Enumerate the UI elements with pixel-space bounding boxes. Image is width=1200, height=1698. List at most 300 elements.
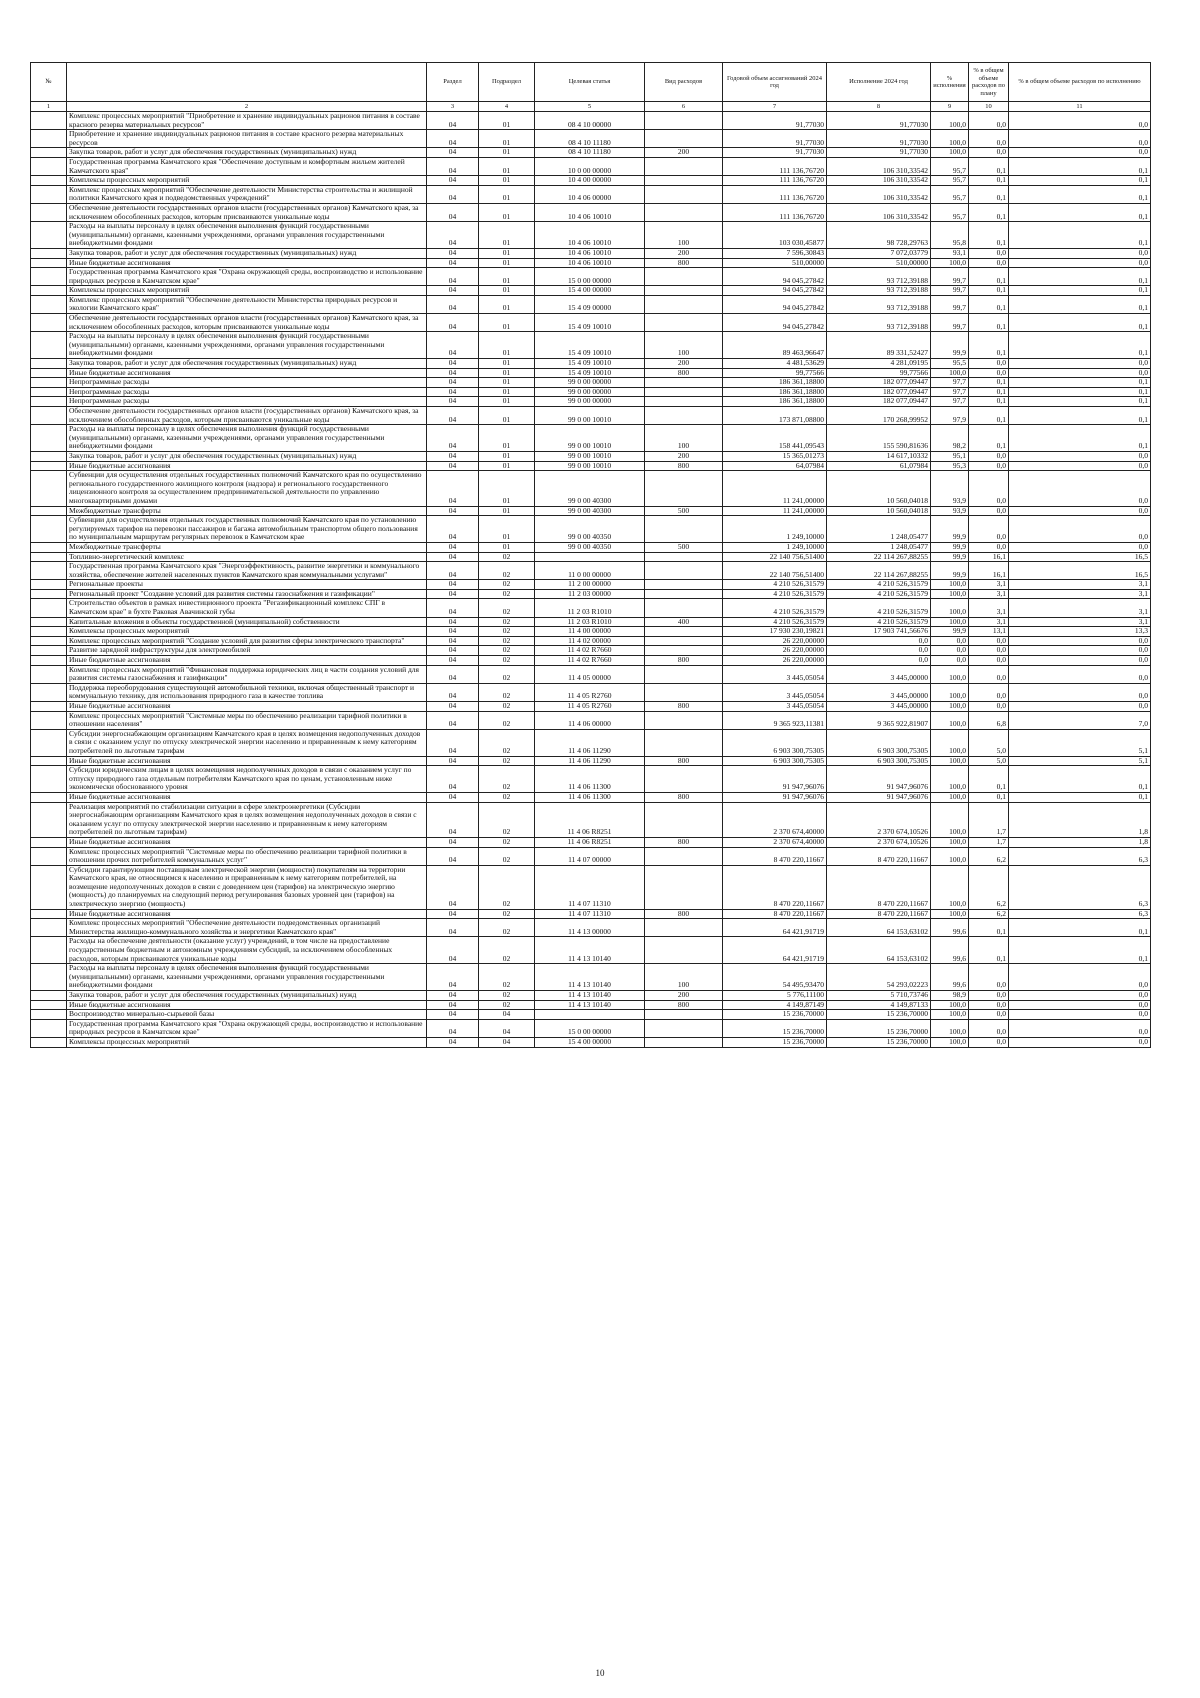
row-razdel-cell: 04 [427, 314, 479, 332]
row-plan-cell: 1 249,10000 [723, 516, 827, 543]
row-pct-plan-cell: 0,1 [969, 332, 1009, 359]
row-vid-cell [645, 665, 723, 683]
row-razdel-cell: 04 [427, 589, 479, 599]
row-num-cell [31, 580, 67, 590]
row-vid-cell [645, 711, 723, 729]
row-celevaya-cell: 15 4 09 10010 [535, 359, 645, 369]
row-razdel-cell: 04 [427, 711, 479, 729]
row-pct-exec-cell: 0,0 [1009, 683, 1151, 701]
row-celevaya-cell: 11 4 13 10140 [535, 964, 645, 991]
row-isp-cell: 14 617,10332 [827, 451, 931, 461]
row-name-cell: Развитие зарядной инфраструктуры для электромобилей [67, 646, 427, 656]
row-pct-exec-cell: 0,0 [1009, 248, 1151, 258]
row-num-cell [31, 991, 67, 1001]
row-razdel-cell: 04 [427, 702, 479, 712]
row-pct-plan-cell: 0,1 [969, 387, 1009, 397]
row-podrazdel-cell: 02 [479, 964, 535, 991]
row-pct-plan-cell: 0,1 [969, 268, 1009, 286]
row-name-cell: Региональный проект "Создание условий для развития системы газоснабжения и газификации" [67, 589, 427, 599]
row-pct-isp-cell: 95,5 [931, 359, 969, 369]
row-isp-cell: 10 560,04018 [827, 506, 931, 516]
row-name-cell: Иные бюджетные ассигнования [67, 702, 427, 712]
row-podrazdel-cell: 02 [479, 580, 535, 590]
row-razdel-cell: 04 [427, 176, 479, 186]
row-isp-cell: 4 210 526,31579 [827, 589, 931, 599]
table-row [31, 627, 1151, 637]
row-pct-isp-cell: 93,1 [931, 248, 969, 258]
row-pct-isp-cell: 95,7 [931, 157, 969, 175]
row-num-cell [31, 387, 67, 397]
row-plan-cell: 6 903 300,75305 [723, 729, 827, 756]
row-pct-plan-cell: 0,1 [969, 286, 1009, 296]
row-vid-cell [645, 562, 723, 580]
row-num-cell [31, 1010, 67, 1020]
row-name-cell: Закупка товаров, работ и услуг для обеспечения государственных (муниципальных) нужд [67, 359, 427, 369]
row-isp-cell: 8 470 220,11667 [827, 865, 931, 909]
row-pct-plan-cell: 5,0 [969, 756, 1009, 766]
row-pct-isp-cell: 100,0 [931, 792, 969, 802]
row-pct-isp-cell: 100,0 [931, 148, 969, 158]
row-num-cell [31, 516, 67, 543]
row-podrazdel-cell: 02 [479, 627, 535, 637]
row-pct-exec-cell: 0,0 [1009, 148, 1151, 158]
row-pct-exec-cell: 0,0 [1009, 665, 1151, 683]
row-podrazdel-cell: 01 [479, 258, 535, 268]
row-razdel-cell: 04 [427, 387, 479, 397]
row-plan-cell: 111 136,76720 [723, 157, 827, 175]
row-isp-cell: 91 947,96076 [827, 792, 931, 802]
row-isp-cell: 93 712,39188 [827, 295, 931, 313]
row-pct-exec-cell: 0,0 [1009, 656, 1151, 666]
row-razdel-cell: 04 [427, 425, 479, 452]
table-row [31, 286, 1151, 296]
row-pct-isp-cell: 95,7 [931, 185, 969, 203]
row-isp-cell: 15 236,70000 [827, 1010, 931, 1020]
row-num-cell [31, 909, 67, 919]
row-name-cell: Комплекс процессных мероприятий "Создание условий для развития сферы электрического транспорта" [67, 636, 427, 646]
row-num-cell [31, 461, 67, 471]
row-podrazdel-cell: 02 [479, 636, 535, 646]
row-podrazdel-cell: 02 [479, 802, 535, 837]
row-pct-plan-cell: 6,8 [969, 711, 1009, 729]
row-podrazdel-cell: 02 [479, 729, 535, 756]
row-razdel-cell: 04 [427, 636, 479, 646]
row-pct-isp-cell: 100,0 [931, 1037, 969, 1047]
colnum: 1 [31, 102, 67, 112]
row-pct-plan-cell: 3,1 [969, 580, 1009, 590]
row-celevaya-cell: 11 4 02 R7660 [535, 646, 645, 656]
row-razdel-cell: 04 [427, 506, 479, 516]
row-razdel-cell: 04 [427, 552, 479, 562]
row-plan-cell: 91 947,96076 [723, 766, 827, 793]
row-pct-exec-cell: 0,0 [1009, 130, 1151, 148]
row-pct-isp-cell: 100,0 [931, 802, 969, 837]
row-razdel-cell: 04 [427, 756, 479, 766]
row-num-cell [31, 248, 67, 258]
row-pct-isp-cell: 95,7 [931, 176, 969, 186]
row-celevaya-cell: 10 4 06 10010 [535, 248, 645, 258]
row-celevaya-cell: 11 4 00 00000 [535, 627, 645, 637]
row-name-cell: Закупка товаров, работ и услуг для обеспечения государственных (муниципальных) нужд [67, 248, 427, 258]
row-vid-cell [645, 636, 723, 646]
row-num-cell [31, 766, 67, 793]
row-plan-cell: 9 365 923,11381 [723, 711, 827, 729]
colnum: 4 [479, 102, 535, 112]
row-name-cell: Государственная программа Камчатского края "Охрана окружающей среды, воспроизводство и использование природных ресурсов в Камчатском крае" [67, 268, 427, 286]
row-isp-cell: 91,77030 [827, 130, 931, 148]
row-num-cell [31, 964, 67, 991]
row-num-cell [31, 222, 67, 249]
row-celevaya-cell: 11 4 05 00000 [535, 665, 645, 683]
row-celevaya-cell: 08 4 10 11180 [535, 130, 645, 148]
row-pct-exec-cell: 0,0 [1009, 1019, 1151, 1037]
row-celevaya-cell [535, 1010, 645, 1020]
row-pct-exec-cell: 0,0 [1009, 1037, 1151, 1047]
row-plan-cell: 11 241,00000 [723, 471, 827, 506]
row-podrazdel-cell: 01 [479, 368, 535, 378]
row-celevaya-cell: 10 4 06 10010 [535, 258, 645, 268]
row-pct-plan-cell: 0,1 [969, 378, 1009, 388]
row-razdel-cell: 04 [427, 295, 479, 313]
row-num-cell [31, 542, 67, 552]
row-vid-cell [645, 599, 723, 617]
row-pct-plan-cell: 0,0 [969, 130, 1009, 148]
budget-table-sheet [30, 62, 1150, 1048]
row-pct-plan-cell: 0,0 [969, 991, 1009, 1001]
row-plan-cell: 4 210 526,31579 [723, 589, 827, 599]
row-podrazdel-cell: 01 [479, 451, 535, 461]
row-vid-cell: 100 [645, 332, 723, 359]
row-pct-exec-cell: 0,1 [1009, 378, 1151, 388]
row-pct-plan-cell: 0,1 [969, 425, 1009, 452]
table-row [31, 580, 1151, 590]
row-vid-cell [645, 286, 723, 296]
row-isp-cell: 22 114 267,88255 [827, 552, 931, 562]
row-pct-plan-cell: 5,0 [969, 729, 1009, 756]
row-name-cell: Комплекс процессных мероприятий "Обеспечение деятельности Министерства строительства и жилищной политики Камчатского края и подведомственных учреждений" [67, 185, 427, 203]
row-num-cell [31, 112, 67, 130]
row-name-cell: Иные бюджетные ассигнования [67, 909, 427, 919]
row-pct-plan-cell: 0,1 [969, 919, 1009, 937]
row-vid-cell [645, 397, 723, 407]
row-vid-cell: 800 [645, 1000, 723, 1010]
row-vid-cell: 100 [645, 222, 723, 249]
row-pct-isp-cell: 100,0 [931, 865, 969, 909]
row-podrazdel-cell: 01 [479, 506, 535, 516]
row-plan-cell: 11 241,00000 [723, 506, 827, 516]
table-row [31, 802, 1151, 837]
row-name-cell: Приобретение и хранение индивидуальных рационов питания в составе красного резерва материальных ресурсов [67, 130, 427, 148]
row-pct-isp-cell: 100,0 [931, 909, 969, 919]
colnum: 8 [827, 102, 931, 112]
row-pct-exec-cell: 0,1 [1009, 176, 1151, 186]
row-pct-plan-cell: 0,0 [969, 112, 1009, 130]
row-isp-cell: 91,77030 [827, 112, 931, 130]
row-vid-cell [645, 802, 723, 837]
row-vid-cell: 800 [645, 368, 723, 378]
row-razdel-cell: 04 [427, 991, 479, 1001]
row-pct-plan-cell: 0,0 [969, 1019, 1009, 1037]
row-pct-isp-cell: 93,9 [931, 506, 969, 516]
row-plan-cell: 94 045,27842 [723, 268, 827, 286]
row-plan-cell: 17 930 230,19821 [723, 627, 827, 637]
row-plan-cell: 8 470 220,11667 [723, 909, 827, 919]
row-razdel-cell: 04 [427, 599, 479, 617]
row-pct-isp-cell: 99,6 [931, 937, 969, 964]
row-num-cell [31, 368, 67, 378]
table-row [31, 506, 1151, 516]
table-row [31, 909, 1151, 919]
row-podrazdel-cell: 01 [479, 176, 535, 186]
row-plan-cell: 6 903 300,75305 [723, 756, 827, 766]
row-celevaya-cell: 99 0 00 40350 [535, 516, 645, 543]
row-plan-cell: 64 421,91719 [723, 937, 827, 964]
row-pct-isp-cell: 100,0 [931, 1019, 969, 1037]
row-pct-exec-cell: 0,0 [1009, 542, 1151, 552]
row-razdel-cell: 04 [427, 729, 479, 756]
column-numbers-row [31, 102, 1151, 112]
row-plan-cell: 103 030,45877 [723, 222, 827, 249]
row-name-cell: Комплекс процессных мероприятий "Обеспечение деятельности подведомственных организаций Министерства жилищно-коммунального хозяйства и энергетики Камчатского края" [67, 919, 427, 937]
row-podrazdel-cell: 02 [479, 552, 535, 562]
row-plan-cell: 94 045,27842 [723, 295, 827, 313]
row-razdel-cell: 04 [427, 1019, 479, 1037]
row-celevaya-cell: 11 2 00 00000 [535, 580, 645, 590]
row-num-cell [31, 130, 67, 148]
row-podrazdel-cell: 02 [479, 766, 535, 793]
row-isp-cell: 15 236,70000 [827, 1019, 931, 1037]
row-celevaya-cell: 11 4 13 00000 [535, 919, 645, 937]
table-row [31, 407, 1151, 425]
row-celevaya-cell: 99 0 00 40300 [535, 506, 645, 516]
row-name-cell: Поддержка переоборудования существующей автомобильной техники, включая общественный транспорт и коммунальную технику, для использования природного газа в качестве топлива [67, 683, 427, 701]
table-row [31, 378, 1151, 388]
row-celevaya-cell: 11 2 03 R1010 [535, 599, 645, 617]
colnum: 6 [645, 102, 723, 112]
row-pct-exec-cell: 0,0 [1009, 471, 1151, 506]
row-num-cell [31, 756, 67, 766]
row-razdel-cell: 04 [427, 258, 479, 268]
row-pct-exec-cell: 3,1 [1009, 617, 1151, 627]
row-isp-cell: 170 268,99952 [827, 407, 931, 425]
row-razdel-cell: 04 [427, 792, 479, 802]
table-row [31, 1000, 1151, 1010]
row-pct-plan-cell: 0,0 [969, 636, 1009, 646]
row-razdel-cell: 04 [427, 1010, 479, 1020]
table-row [31, 562, 1151, 580]
row-num-cell [31, 683, 67, 701]
row-celevaya-cell: 99 0 00 10010 [535, 451, 645, 461]
row-pct-exec-cell: 0,1 [1009, 203, 1151, 221]
row-pct-plan-cell: 16,1 [969, 562, 1009, 580]
row-pct-isp-cell: 0,0 [931, 646, 969, 656]
row-plan-cell: 54 495,93470 [723, 964, 827, 991]
row-pct-exec-cell: 6,3 [1009, 847, 1151, 865]
row-name-cell: Обеспечение деятельности государственных органов власти (государственных органов) Камчатского края, за исключением обособленных расходов, которым присваиваются уникальные коды [67, 314, 427, 332]
row-podrazdel-cell: 01 [479, 387, 535, 397]
row-vid-cell: 500 [645, 506, 723, 516]
row-isp-cell: 93 712,39188 [827, 314, 931, 332]
row-podrazdel-cell: 02 [479, 756, 535, 766]
row-name-cell: Расходы на выплаты персоналу в целях обеспечения выполнения функций государственными (муниципальными) органами, казенными учреждениями, органами управления государственными внебюджетными фондами [67, 964, 427, 991]
row-pct-exec-cell: 0,0 [1009, 112, 1151, 130]
row-num-cell [31, 589, 67, 599]
row-pct-isp-cell: 100,0 [931, 589, 969, 599]
row-num-cell [31, 1000, 67, 1010]
row-isp-cell: 182 077,09447 [827, 387, 931, 397]
table-row [31, 711, 1151, 729]
row-pct-exec-cell: 0,0 [1009, 516, 1151, 543]
row-name-cell: Непрограммные расходы [67, 378, 427, 388]
row-vid-cell [645, 203, 723, 221]
row-vid-cell [645, 185, 723, 203]
row-razdel-cell: 04 [427, 964, 479, 991]
row-isp-cell: 99,77566 [827, 368, 931, 378]
row-name-cell: Расходы на выплаты персоналу в целях обеспечения выполнения функций государственными (муниципальными) органами, казенными учреждениями, органами управления государственными внебюджетными фондами [67, 222, 427, 249]
table-row [31, 387, 1151, 397]
table-row [31, 1010, 1151, 1020]
row-num-cell [31, 359, 67, 369]
row-name-cell: Государственная программа Камчатского края "Энергоэффективность, развитие энергетики и коммунального хозяйства, обеспечение жителей населенных пунктов Камчатского края коммунальными услугами" [67, 562, 427, 580]
row-pct-isp-cell: 99,7 [931, 295, 969, 313]
row-isp-cell: 0,0 [827, 646, 931, 656]
row-plan-cell: 8 470 220,11667 [723, 847, 827, 865]
row-celevaya-cell: 99 0 00 00000 [535, 397, 645, 407]
row-celevaya-cell: 15 4 09 10010 [535, 332, 645, 359]
row-razdel-cell: 04 [427, 461, 479, 471]
row-isp-cell: 0,0 [827, 636, 931, 646]
table-row [31, 617, 1151, 627]
row-pct-exec-cell: 1,8 [1009, 837, 1151, 847]
row-razdel-cell: 04 [427, 157, 479, 175]
row-razdel-cell: 04 [427, 937, 479, 964]
row-name-cell: Государственная программа Камчатского края "Обеспечение доступным и комфортным жильем жителей Камчатского края" [67, 157, 427, 175]
row-pct-plan-cell: 3,1 [969, 599, 1009, 617]
col-isp-header: Исполнение 2024 год [827, 63, 931, 102]
table-row [31, 203, 1151, 221]
row-isp-cell: 22 114 267,88255 [827, 562, 931, 580]
row-isp-cell: 15 236,70000 [827, 1037, 931, 1047]
row-vid-cell [645, 766, 723, 793]
row-pct-plan-cell: 0,1 [969, 176, 1009, 186]
row-plan-cell: 26 220,00000 [723, 646, 827, 656]
row-pct-exec-cell: 0,0 [1009, 451, 1151, 461]
row-vid-cell [645, 387, 723, 397]
table-row [31, 656, 1151, 666]
row-plan-cell: 4 210 526,31579 [723, 617, 827, 627]
row-pct-exec-cell: 0,1 [1009, 766, 1151, 793]
row-pct-plan-cell: 3,1 [969, 589, 1009, 599]
row-plan-cell: 22 140 756,51400 [723, 562, 827, 580]
row-num-cell [31, 506, 67, 516]
row-vid-cell [645, 1019, 723, 1037]
row-podrazdel-cell: 04 [479, 1019, 535, 1037]
row-podrazdel-cell: 01 [479, 378, 535, 388]
row-pct-plan-cell: 0,0 [969, 665, 1009, 683]
row-razdel-cell: 04 [427, 368, 479, 378]
table-row [31, 359, 1151, 369]
row-podrazdel-cell: 02 [479, 656, 535, 666]
table-row [31, 471, 1151, 506]
row-isp-cell: 3 445,00000 [827, 702, 931, 712]
row-plan-cell: 4 210 526,31579 [723, 599, 827, 617]
row-celevaya-cell: 99 0 00 00000 [535, 378, 645, 388]
row-podrazdel-cell: 01 [479, 286, 535, 296]
row-celevaya-cell: 15 4 00 00000 [535, 286, 645, 296]
row-podrazdel-cell: 01 [479, 516, 535, 543]
row-pct-isp-cell: 100,0 [931, 847, 969, 865]
table-row [31, 295, 1151, 313]
table-row [31, 461, 1151, 471]
row-razdel-cell: 04 [427, 580, 479, 590]
row-plan-cell: 94 045,27842 [723, 314, 827, 332]
row-pct-plan-cell: 0,0 [969, 471, 1009, 506]
row-name-cell: Иные бюджетные ассигнования [67, 837, 427, 847]
row-name-cell: Непрограммные расходы [67, 387, 427, 397]
table-row [31, 552, 1151, 562]
row-podrazdel-cell: 01 [479, 461, 535, 471]
row-pct-plan-cell: 3,1 [969, 617, 1009, 627]
row-plan-cell: 22 140 756,51400 [723, 552, 827, 562]
row-pct-isp-cell: 95,3 [931, 461, 969, 471]
row-pct-exec-cell: 0,0 [1009, 646, 1151, 656]
row-num-cell [31, 919, 67, 937]
row-razdel-cell: 04 [427, 222, 479, 249]
row-plan-cell: 2 370 674,40000 [723, 837, 827, 847]
row-plan-cell: 8 470 220,11667 [723, 865, 827, 909]
row-isp-cell: 3 445,00000 [827, 683, 931, 701]
row-pct-exec-cell: 0,0 [1009, 359, 1151, 369]
row-pct-isp-cell: 100,0 [931, 665, 969, 683]
row-celevaya-cell: 11 4 06 11300 [535, 766, 645, 793]
row-plan-cell: 26 220,00000 [723, 636, 827, 646]
row-razdel-cell: 04 [427, 802, 479, 837]
row-pct-isp-cell: 95,8 [931, 222, 969, 249]
row-vid-cell [645, 378, 723, 388]
row-plan-cell: 3 445,05054 [723, 683, 827, 701]
row-pct-isp-cell: 100,0 [931, 766, 969, 793]
row-name-cell: Обеспечение деятельности государственных органов власти (государственных органов) Камчатского края, за исключением обособленных расходов, которым присваиваются уникальные коды [67, 407, 427, 425]
row-isp-cell: 1 248,05477 [827, 516, 931, 543]
row-celevaya-cell: 11 2 03 R1010 [535, 617, 645, 627]
row-pct-exec-cell: 0,1 [1009, 268, 1151, 286]
row-pct-plan-cell: 0,0 [969, 248, 1009, 258]
row-pct-plan-cell: 13,1 [969, 627, 1009, 637]
row-podrazdel-cell: 02 [479, 599, 535, 617]
row-pct-plan-cell: 0,0 [969, 359, 1009, 369]
table-row [31, 397, 1151, 407]
row-name-cell: Комплекс процессных мероприятий "Приобретение и хранение индивидуальных рационов питания в составе красного резерва материальных ресурсов" [67, 112, 427, 130]
row-isp-cell: 61,07984 [827, 461, 931, 471]
row-vid-cell: 800 [645, 792, 723, 802]
row-pct-plan-cell: 0,0 [969, 1000, 1009, 1010]
row-num-cell [31, 295, 67, 313]
row-razdel-cell: 04 [427, 397, 479, 407]
row-plan-cell: 15 236,70000 [723, 1010, 827, 1020]
row-isp-cell: 64 153,63102 [827, 919, 931, 937]
row-razdel-cell: 04 [427, 332, 479, 359]
row-pct-plan-cell: 0,0 [969, 702, 1009, 712]
row-razdel-cell: 04 [427, 766, 479, 793]
row-vid-cell: 500 [645, 542, 723, 552]
table-row [31, 937, 1151, 964]
row-razdel-cell: 04 [427, 1000, 479, 1010]
colnum: 7 [723, 102, 827, 112]
row-podrazdel-cell: 01 [479, 268, 535, 286]
row-pct-plan-cell: 0,1 [969, 407, 1009, 425]
row-podrazdel-cell: 02 [479, 865, 535, 909]
row-celevaya-cell [535, 552, 645, 562]
